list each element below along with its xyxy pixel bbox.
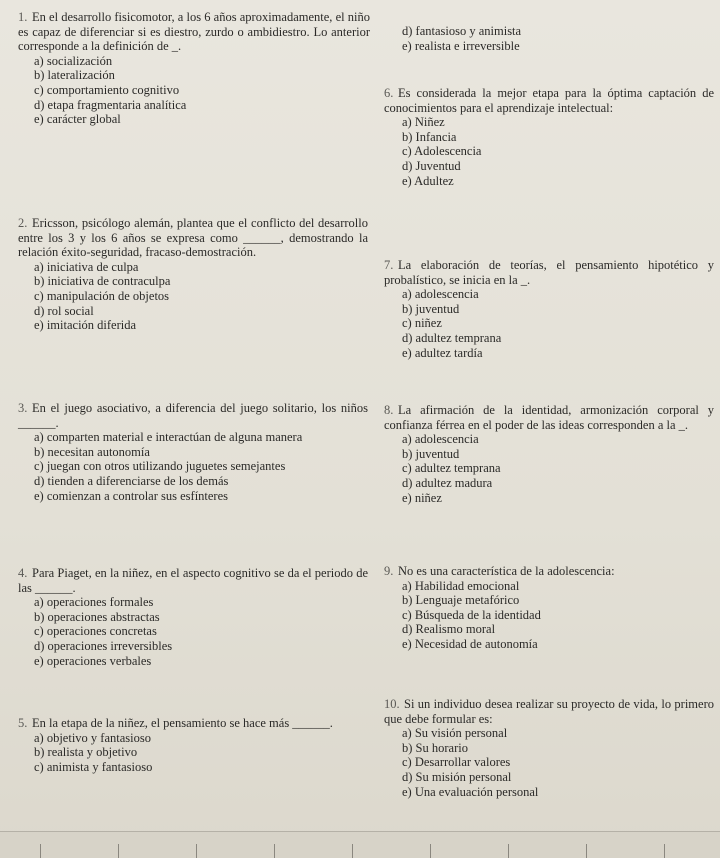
option-e[interactable]: e) carácter global (34, 112, 121, 127)
bottom-ruler-strip (0, 831, 720, 858)
option-d[interactable]: d) Realismo moral (402, 622, 496, 637)
option-c[interactable]: c) operaciones concretas (34, 624, 157, 639)
option-a[interactable]: a) iniciativa de culpa (34, 259, 139, 274)
option-a[interactable]: a) objetivo y fantasioso (34, 730, 151, 745)
ruler-tick (40, 844, 41, 858)
question-number: 10. (384, 697, 400, 711)
question-stem: En el desarrollo fisicomotor, a los 6 años aproximadamente, el niño es capaz de diferenciar si es diestro, zurdo o ambidiestro. Lo anterior corresponde a la definición de _. (18, 10, 370, 54)
question-7 (384, 258, 714, 360)
question-stem: En la etapa de la niñez, el pensamiento se hace más ______. (32, 716, 333, 730)
option-d[interactable]: d) Juventud (402, 158, 461, 173)
question-8 (384, 403, 714, 505)
option-e[interactable]: e) operaciones verbales (34, 653, 152, 668)
option-c[interactable]: c) animista y fantasioso (34, 759, 153, 774)
option-b[interactable]: b) realista y objetivo (34, 745, 138, 760)
option-d[interactable]: d) fantasioso y animista (402, 24, 522, 38)
question-6 (384, 86, 714, 188)
question-5 (18, 716, 368, 774)
ruler-tick (118, 844, 119, 858)
option-b[interactable]: b) necesitan autonomía (34, 444, 150, 459)
question-stem: Ericsson, psicólogo alemán, plantea que el conflicto del desarrollo entre los 3 y los 6 años se expresa como ______, demostrando la relación éxito-seguridad, fracaso-demostración. (18, 216, 368, 260)
option-d[interactable]: d) adultez madura (402, 475, 493, 490)
option-c[interactable]: c) adultez temprana (402, 461, 501, 476)
question-number: 6. (384, 86, 394, 100)
option-a[interactable]: a) operaciones formales (34, 595, 154, 610)
option-d[interactable]: d) adultez temprana (402, 330, 502, 345)
option-a[interactable]: a) Habilidad emocional (402, 578, 520, 593)
option-d[interactable]: d) rol social (34, 303, 94, 318)
option-e[interactable]: e) niñez (402, 490, 442, 505)
option-a[interactable]: a) adolescencia (402, 432, 479, 447)
question-stem: La afirmación de la identidad, armonización corporal y confianza férrea en el poder de las ideas corresponden a la _. (384, 403, 714, 432)
option-a[interactable]: a) Su visión personal (402, 726, 508, 741)
option-b[interactable]: b) juventud (402, 446, 460, 461)
option-a[interactable]: a) comparten material e interactúan de alguna manera (34, 430, 303, 445)
option-b[interactable]: b) Lenguaje metafórico (402, 593, 520, 608)
option-b[interactable]: b) lateralización (34, 68, 115, 83)
question-1-continued (384, 24, 714, 53)
ruler-tick (664, 844, 665, 858)
option-b[interactable]: b) Su horario (402, 740, 468, 755)
option-e[interactable]: e) comienzan a controlar sus esfínteres (34, 488, 229, 503)
option-d[interactable]: d) Su misión personal (402, 769, 512, 784)
question-stem: No es una característica de la adolescencia: (398, 564, 615, 578)
option-a[interactable]: a) Niñez (402, 115, 445, 130)
option-e[interactable]: e) Necesidad de autonomía (402, 636, 538, 651)
ruler-tick (196, 844, 197, 858)
question-2 (18, 216, 368, 333)
question-number: 7. (384, 258, 394, 272)
option-e[interactable]: e) Una evaluación personal (402, 784, 539, 799)
question-stem: Si un individuo desea realizar su proyecto de vida, lo primero que debe formular es: (384, 697, 714, 726)
ruler-tick (274, 844, 275, 858)
ruler-tick (586, 844, 587, 858)
question-number: 2. (18, 216, 28, 230)
question-4 (18, 566, 368, 668)
option-c[interactable]: c) Desarrollar valores (402, 755, 511, 770)
question-number: 9. (384, 564, 394, 578)
question-1 (18, 10, 370, 127)
question-9 (384, 564, 714, 652)
question-3 (18, 401, 368, 503)
option-b[interactable]: b) operaciones abstractas (34, 609, 160, 624)
option-e[interactable]: e) Adultez (402, 173, 454, 188)
option-c[interactable]: c) juegan con otros utilizando juguetes semejantes (34, 459, 286, 474)
question-number: 8. (384, 403, 394, 417)
option-c[interactable]: c) Adolescencia (402, 144, 482, 159)
question-number: 4. (18, 566, 28, 580)
option-c[interactable]: c) Búsqueda de la identidad (402, 607, 541, 622)
option-b[interactable]: b) Infancia (402, 129, 457, 144)
question-stem: En el juego asociativo, a diferencia del juego solitario, los niños ______. (18, 401, 368, 430)
option-d[interactable]: d) operaciones irreversibles (34, 638, 173, 653)
option-e[interactable]: e) adultez tardía (402, 345, 483, 360)
question-number: 5. (18, 716, 28, 730)
question-number: 1. (18, 10, 28, 24)
question-stem: Para Piaget, en la niñez, en el aspecto cognitivo se da el periodo de las ______. (18, 566, 368, 595)
option-b[interactable]: b) iniciativa de contraculpa (34, 274, 171, 289)
ruler-tick (352, 844, 353, 858)
option-c[interactable]: c) manipulación de objetos (34, 288, 170, 303)
question-10 (384, 697, 714, 799)
question-stem: La elaboración de teorías, el pensamiento hipotético y probalístico, se inicia en la _. (384, 258, 714, 287)
option-c[interactable]: c) niñez (402, 316, 442, 331)
option-a[interactable]: a) adolescencia (402, 287, 479, 302)
question-stem: Es considerada la mejor etapa para la óptima captación de conocimientos para el aprendizaje intelectual: (384, 86, 714, 115)
ruler-tick (430, 844, 431, 858)
option-e[interactable]: e) realista e irreversible (402, 38, 520, 53)
ruler-tick (508, 844, 509, 858)
option-b[interactable]: b) juventud (402, 301, 460, 316)
option-d[interactable]: d) etapa fragmentaria analítica (34, 97, 187, 112)
option-e[interactable]: e) imitación diferida (34, 318, 137, 333)
option-c[interactable]: c) comportamiento cognitivo (34, 82, 180, 97)
question-number: 3. (18, 401, 28, 415)
option-d[interactable]: d) tienden a diferenciarse de los demás (34, 473, 229, 488)
option-a[interactable]: a) socialización (34, 53, 113, 68)
